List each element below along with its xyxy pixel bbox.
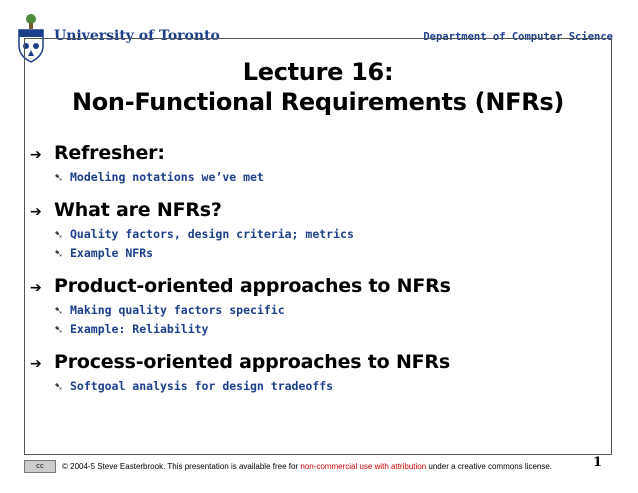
department-name: Department of Computer Science xyxy=(423,31,613,43)
copyright-text: © 2004-5 Steve Easterbrook. This presentation is available free for non-commercial use with attribution under a creative commons license. xyxy=(62,461,553,471)
bullet-refresher xyxy=(30,142,610,189)
sub-bullet-label: Example: Reliability xyxy=(70,322,209,336)
bullet-label: Product-oriented approaches to NFRs xyxy=(54,275,451,297)
sub-bullet-label: Example NFRs xyxy=(70,246,154,260)
bullet-product-oriented xyxy=(30,275,610,341)
bullet-label: Process-oriented approaches to NFRs xyxy=(54,351,450,373)
sub-arrow-icon: ➷ xyxy=(54,247,64,260)
sub-bullet-label: Quality factors, design criteria; metrics xyxy=(70,227,354,241)
license-link[interactable]: non-commercial use with attribution xyxy=(300,461,427,471)
sub-arrow-icon: ➷ xyxy=(54,380,64,393)
lecture-title-line1: Lecture 16: xyxy=(242,58,394,86)
sub-bullet-label: Softgoal analysis for design tradeoffs xyxy=(70,379,334,393)
sub-bullet-label: Making quality factors specific xyxy=(70,303,285,317)
page-number: 1 xyxy=(592,455,602,470)
sub-arrow-icon: ➷ xyxy=(54,171,64,184)
arrow-bullet-icon: ➔ xyxy=(30,147,42,163)
bullet-list xyxy=(30,142,610,398)
university-name: University of Toronto xyxy=(54,28,220,44)
footer xyxy=(24,455,612,474)
bullet-label: What are NFRs? xyxy=(54,199,222,221)
lecture-title-line2: Non-Functional Requirements (NFRs) xyxy=(71,88,565,116)
bullet-label: Refresher: xyxy=(54,142,165,164)
arrow-bullet-icon: ➔ xyxy=(30,356,42,372)
bullet-process-oriented xyxy=(30,351,610,398)
bullet-what-are-nfrs xyxy=(30,199,610,265)
creative-commons-badge-icon[interactable]: cc xyxy=(24,460,56,473)
sub-arrow-icon: ➷ xyxy=(54,304,64,317)
arrow-bullet-icon: ➔ xyxy=(30,280,42,296)
sub-bullet-label: Modeling notations we’ve met xyxy=(70,170,264,184)
arrow-bullet-icon: ➔ xyxy=(30,204,42,220)
sub-arrow-icon: ➷ xyxy=(54,323,64,336)
sub-arrow-icon: ➷ xyxy=(54,228,64,241)
